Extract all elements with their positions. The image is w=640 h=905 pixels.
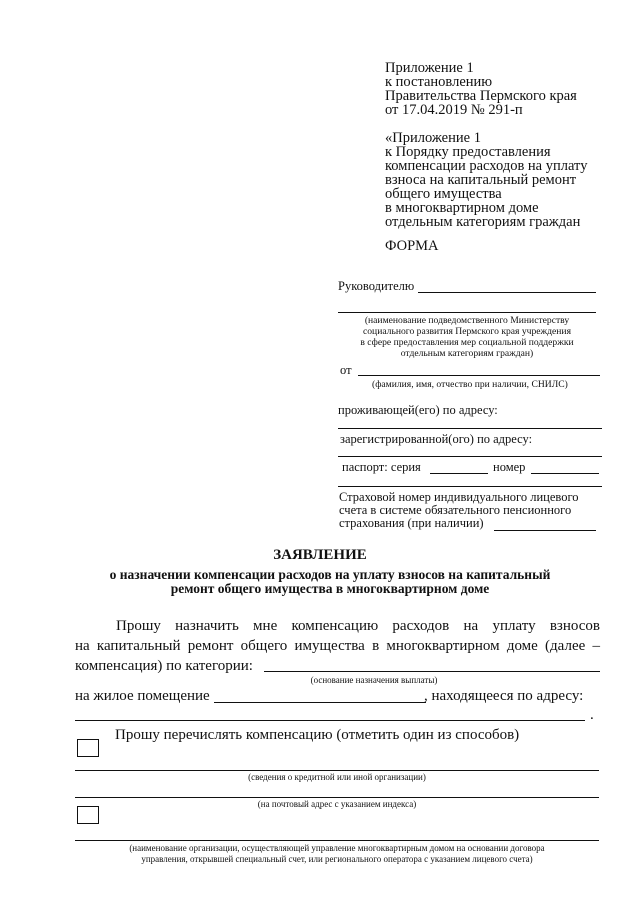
appendix-line: взноса на капитальный ремонт xyxy=(385,172,577,188)
org-hint-line: (наименование организации, осуществляющей управление многоквартирным домом на основании договора xyxy=(129,843,545,853)
appendix-line: Приложение 1 xyxy=(385,60,474,76)
org-line[interactable] xyxy=(75,840,599,841)
appendix-line: к постановлению xyxy=(385,74,493,90)
insurance-line: Страховой номер индивидуального лицевого xyxy=(339,490,579,504)
appendix-line: отдельным категориям граждан xyxy=(385,214,581,230)
residing-line[interactable] xyxy=(338,428,602,429)
appendix-line: Правительства Пермского края xyxy=(385,88,577,104)
premises-label: на жилое помещение xyxy=(75,688,210,704)
post-hint: (на почтовый адрес с указанием индекса) xyxy=(257,799,417,809)
transfer-text: Прошу перечислять компенсацию (отметить один из способов) xyxy=(115,727,520,743)
passport-series-line[interactable] xyxy=(430,473,488,474)
head-name-line[interactable] xyxy=(418,292,596,293)
para-line-2: на капитальный ремонт общего имущества в многоквартирном доме (далее – xyxy=(75,638,600,654)
insurance-number-line[interactable] xyxy=(494,530,596,531)
hint-line: социального развития Пермского края учреждения xyxy=(363,326,571,337)
head-label: Руководителю xyxy=(338,279,415,293)
hint-line: отдельным категориям граждан) xyxy=(400,348,534,359)
document-subtitle xyxy=(0,568,640,596)
appendix-line: компенсации расходов на уплату xyxy=(385,158,588,174)
from-line[interactable] xyxy=(358,375,600,376)
basis-hint: (основание назначения выплаты) xyxy=(310,675,438,685)
appendix-line: общего имущества xyxy=(385,186,502,202)
head-name-line-2[interactable] xyxy=(338,312,596,313)
bank-line[interactable] xyxy=(75,770,599,771)
para-line-3: компенсация) по категории: xyxy=(75,658,253,674)
document-title: ЗАЯВЛЕНИЕ xyxy=(273,547,367,563)
bank-hint: (сведения о кредитной или иной организации) xyxy=(248,772,426,782)
appendix-header xyxy=(385,61,577,117)
premises-line[interactable] xyxy=(214,702,426,703)
post-option-checkbox[interactable] xyxy=(77,806,99,824)
appendix-line: «Приложение 1 xyxy=(385,130,481,146)
para-line-1: Прошу назначить мне компенсацию расходов на уплату взносов xyxy=(116,618,600,634)
from-label: от xyxy=(340,363,352,377)
post-line[interactable] xyxy=(75,797,599,798)
org-hint-line: управления, открывшей специальный счет, или регионального оператора с указанием лицевого счета) xyxy=(141,854,533,864)
hint-line: в сфере предоставления мер социальной поддержки xyxy=(360,337,574,348)
located-label: , находящееся по адресу: xyxy=(424,688,584,704)
category-line[interactable] xyxy=(264,671,600,672)
appendix-line: в многоквартирном доме xyxy=(385,200,539,216)
insurance-line: счета в системе обязательного пенсионного xyxy=(339,503,572,517)
address-end-dot: . xyxy=(590,707,594,723)
insurance-line: страхования (при наличии) xyxy=(339,516,484,530)
hint-line: (наименование подведомственного Министерству xyxy=(364,315,570,326)
residing-label: проживающей(его) по адресу: xyxy=(338,403,498,417)
address-line[interactable] xyxy=(75,720,585,721)
head-hint xyxy=(338,315,596,359)
appendix-order-header xyxy=(385,131,587,229)
appendix-line: от 17.04.2019 № 291-п xyxy=(385,102,523,118)
registered-label: зарегистрированной(ого) по адресу: xyxy=(340,432,533,446)
passport-line[interactable] xyxy=(338,486,602,487)
number-label: номер xyxy=(493,460,526,474)
subtitle-line: о назначении компенсации расходов на уплату взносов на капитальный xyxy=(109,567,551,582)
passport-number-line[interactable] xyxy=(531,473,599,474)
appendix-line: к Порядку предоставления xyxy=(385,144,551,160)
bank-option-checkbox[interactable] xyxy=(77,739,99,757)
org-hint xyxy=(75,843,599,865)
from-hint: (фамилия, имя, отчество при наличии, СНИЛС) xyxy=(372,379,568,390)
insurance-block xyxy=(339,491,601,530)
form-label: ФОРМА xyxy=(385,238,439,254)
registered-line[interactable] xyxy=(338,456,602,457)
subtitle-line: ремонт общего имущества в многоквартирном доме xyxy=(170,581,490,596)
passport-label: паспорт: серия xyxy=(342,460,421,474)
